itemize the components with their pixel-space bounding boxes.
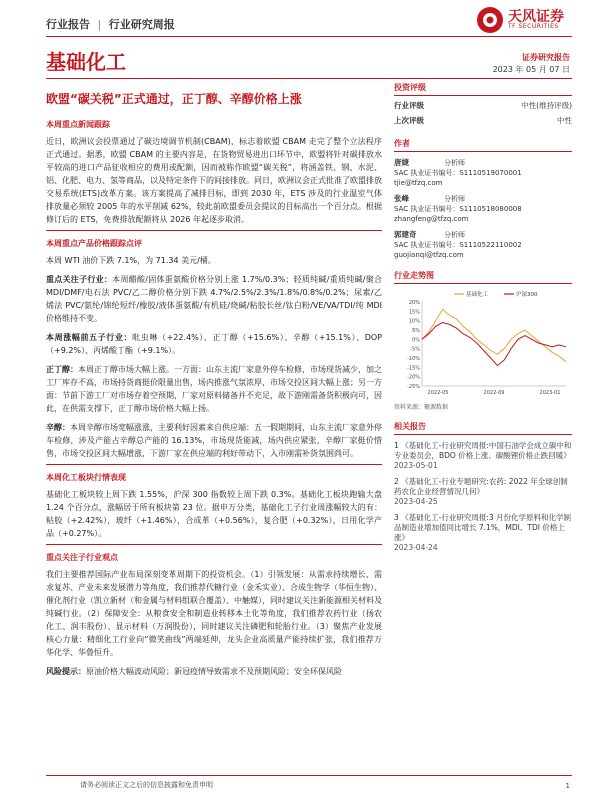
y-tick-label: 10% [408,318,420,325]
related-report-title[interactable]: 1 《基础化工-行业研究周报:中国石油学会成立碳中和专业委员会，BDO 价格上涨、碳酸锂价格止跌回暖》 [394,441,572,460]
y-tick-label: -10% [407,356,420,362]
section-views-heading: 重点关注子行业观点 [46,553,118,562]
section-price-heading: 本周重点产品价格跟踪点评 [46,239,142,248]
section-divider [46,544,382,545]
sidebar [394,80,572,553]
market-paragraph: 基础化工板块较上周下跌 1.55%，沪深 300 指数较上周下跌 0.3%。基础化工板块跑输大盘 1.24 个百分点，涨幅居于所有板块第 23 位。据申万分类，基础化工子行业周涨幅较大的有：粘胶（+2.42%），玻纤（+1.46%），合成革（+0.56%），复合肥（+0.32%），日用化学产品（+0.27%）。 [46,490,382,538]
rating-heading: 投资评级 [394,82,572,96]
y-tick-label: 15% [408,309,420,316]
trend-heading: 行业走势图 [394,270,572,284]
analyst-role: 分析师 [444,195,465,203]
analyst-card [394,230,572,260]
footer-divider [46,775,572,776]
analyst-name: 郭建奇 [394,230,417,239]
related-report-title[interactable]: 2 《基础化工-行业专题研究:农药: 2022 年全球创制药农化企业经营情况几何》 [394,477,568,496]
legend-label: 基础化工 [466,292,489,298]
related-report-date: 2023-04-25 [394,497,438,506]
legend-label: 沪深300 [516,292,538,298]
chart-source: 资料来源：聚源数据 [394,404,449,411]
oil-price-paragraph: 本周 WTI 油价下跌 7.1%，为 71.34 美元/桶。 [46,256,216,265]
top5-text: 吡虫啉（+22.4%）、正丁醇（+15.6%）、辛醇（+15.1%）、DOP（+9.2%）、丙烯酸丁酯（+9.1%）。 [46,333,382,355]
analyst-card [394,158,572,188]
analyst-email[interactable]: tjie@tfzq.com [394,179,443,187]
y-tick-label: -20% [407,374,420,381]
report-title: 欧盟“碳关税”正式通过，正丁醇、辛醇价格上涨 [46,92,302,106]
logo-mark-icon [476,6,504,34]
y-tick-label: -25% [407,384,420,390]
related-report[interactable] [394,513,572,553]
octanol-lead: 辛醇： [46,423,70,432]
related-report-date: 2023-04-24 [394,543,438,552]
report-header [46,10,572,42]
x-tick-label: 2022-05 [427,390,449,396]
analyst-name: 唐婕 [394,158,409,167]
page-number: 1 [565,782,570,790]
top5-lead: 本周涨幅前五子行业： [46,333,133,342]
analyst-email[interactable]: zhangfeng@tfzq.com [394,215,469,223]
crumb-sub: 行业研究周报 [108,18,175,31]
rating-row [394,100,572,111]
company-logo [476,6,572,38]
trend-chart-box [394,270,572,411]
related-report[interactable] [394,477,572,507]
section-divider [46,230,382,231]
analyst-role: 分析师 [444,231,465,239]
butanol-paragraph [46,363,382,415]
report-date: 2023 年 05 月 07 日 [492,65,570,74]
analyst-name: 张峰 [394,194,409,203]
prev-rating-row [394,115,572,126]
butanol-text: 本周正丁醇市场大幅上涨。一方面：山东主流厂家意外停车检修，市场现货减少，加之工厂库存不高，市场持货商挺价限量出售，场内推涨气氛浓厚，市场交投区间大幅上涨；另一方面：节前下游工厂对市场存着空预期，厂家对原料储备并不充足，故下游刚需备货积极向可，因此，在供需支撑下，正丁醇市场价格大幅上扬。 [46,365,382,413]
y-tick-label: -5% [410,346,420,353]
analyst-cert: SAC 执业证书编号：S1110518080008 [394,205,522,213]
series-line-sector [422,310,566,362]
section-market-heading: 本周化工板块行情表现 [46,473,126,482]
prev-rating-value: 中性 [557,116,572,125]
section-news-heading: 本周重点新闻跟踪 [46,120,110,129]
analyst-cert: SAC 执业证书编号：S1110519070001 [394,169,522,177]
related-heading: 相关报告 [394,421,572,435]
section-divider [46,464,382,465]
related-report[interactable] [394,441,572,471]
main-column [46,118,382,678]
logo-en: TF SECURITIES [508,23,559,30]
octanol-text: 本周辛醇市场宽幅涨涨，主要利好因素来自供应端：五一假期期间，山东主流厂家意外停车检修，涉及产能占辛醇总产能的 16.13%，市场现货能减，场内供应紧张，辛醇厂家挺价惜售，市场交投区间大幅增涨，下游厂家在供应端的利好带动下，入市刚需补货氛围尚可。 [46,423,382,458]
news-paragraph: 近日，欧洲议会投票通过了碳边境调节机制(CBAM)，标志着欧盟 CBAM 走完了整个立法程序正式通过。据悉，欧盟 CBAM 的主要内容是，在货物贸易进出口环节中，欧盟将针对碳排放水平较高的进口产品征收相应的费用或配额，因而被称作欧盟“碳关税”，将涵盖铁、钢、水泥、铝、化肥、电力、氢等商品，以及特定条件下的间接排放。同日，欧洲议会正式批准了欧盟排放交易系统(ETS)改革方案。该方案提高了减排目标，即到 2030 年，ETS 涉及的行业温室气体排放量必须较 2005 年的水平削减 62%，较此前欧盟委员会提议的目标高出一个百分点。根据修订后的 ETS，免费排放配额将从 2026 年起逐步取消。 [46,137,382,224]
top5-paragraph [46,331,382,357]
y-tick-label: 20% [408,300,420,306]
title-divider [46,78,572,79]
key-subsector-lead: 重点关注子行业： [46,275,113,284]
logo-cn: 天风证券 [508,9,564,25]
related-report-date: 2023-05-01 [394,461,438,470]
prev-rating-label: 上次评级 [394,116,424,125]
crumb-separator: | [97,18,102,31]
trend-chart [394,288,572,398]
risk-lead: 风险提示： [46,667,86,676]
y-tick-label: 5% [412,328,420,334]
analyst-cert: SAC 执业证书编号：S1110522110002 [394,241,522,249]
x-tick-label: 2022-09 [483,390,505,396]
crumb-main: 行业报告 [46,18,90,31]
rating-label: 行业评级 [394,101,424,110]
analyst-email[interactable]: guojianqi@tfzq.com [394,251,464,259]
views-paragraph: 我们主要推荐国际产业布局深刻变革周期下的投资机会。（1）引领发展：从需求持续增长、需求复苏、产业未来发展潜力等角度，我们推荐代糖行业（金禾实业）、合成生物学（华恒生物）、催化剂行业（凯立新材（和金属与材料组联合覆盖）、中触媒），同时建议关注新能源相关材料及纯碱行业。（2）保障安全：从粮食安全和制造业转移本土化等角度，我们推荐农药行业（扬农化工、润丰股份）、显示材料（万润股份），同时建议关注磷肥和轮胎行业。（3）聚焦产业发展核心力量：精细化工行业向“微笑曲线”两端延伸，龙头企业高质量产能持续扩张，我们推荐万华化学、华鲁恒升。 [46,570,382,657]
breadcrumb [46,16,175,32]
key-subsector-text: 本周醋酸/固体蛋氨酸价格分别上涨 1.7%/0.3%；轻质纯碱/重质纯碱/聚合 MDI/DMF/电石法 PVC/乙二醇价格分别下跌 4.7%/2.5%/2.3%/1.8%/0.8%/0.2%；尿素/乙烯法 PVC/氨纶/锦纶短纤/橡胶/液体蛋氨酸/有机硅/烧碱/粘胶长丝/钛白粉/VE/VA/TDI/纯 MDI 价格维持不变。 [46,275,382,323]
analyst-role: 分析师 [444,159,465,167]
related-report-title[interactable]: 3 《基础化工-行业研究周报:3 月份化学原料和化学制品制造业增加值同比增长 7.1%，MDI、TDI 价格上涨》 [394,513,572,542]
octanol-paragraph [46,421,382,460]
sector-title: 基础化工 [46,50,126,74]
risk-text: 原油价格大幅波动风险；新冠疫情导致需求不及预期风险；安全环保风险 [86,667,342,676]
series-line-index [422,323,566,366]
risk-paragraph [46,665,382,678]
butanol-lead: 正丁醇： [46,365,78,374]
footer-disclaimer: 请务必阅读正文之后的信息披露和免责申明 [80,781,213,789]
y-tick-label: 0% [412,337,420,344]
y-tick-label: -15% [407,365,420,372]
report-type: 证券研究报告 [522,53,570,62]
author-heading: 作者 [394,138,572,152]
header-divider [46,36,572,37]
key-subsector-paragraph [46,273,382,325]
analyst-card [394,194,572,224]
rating-value: 中性(维持评级) [521,101,572,110]
x-tick-label: 2023-01 [539,390,561,396]
